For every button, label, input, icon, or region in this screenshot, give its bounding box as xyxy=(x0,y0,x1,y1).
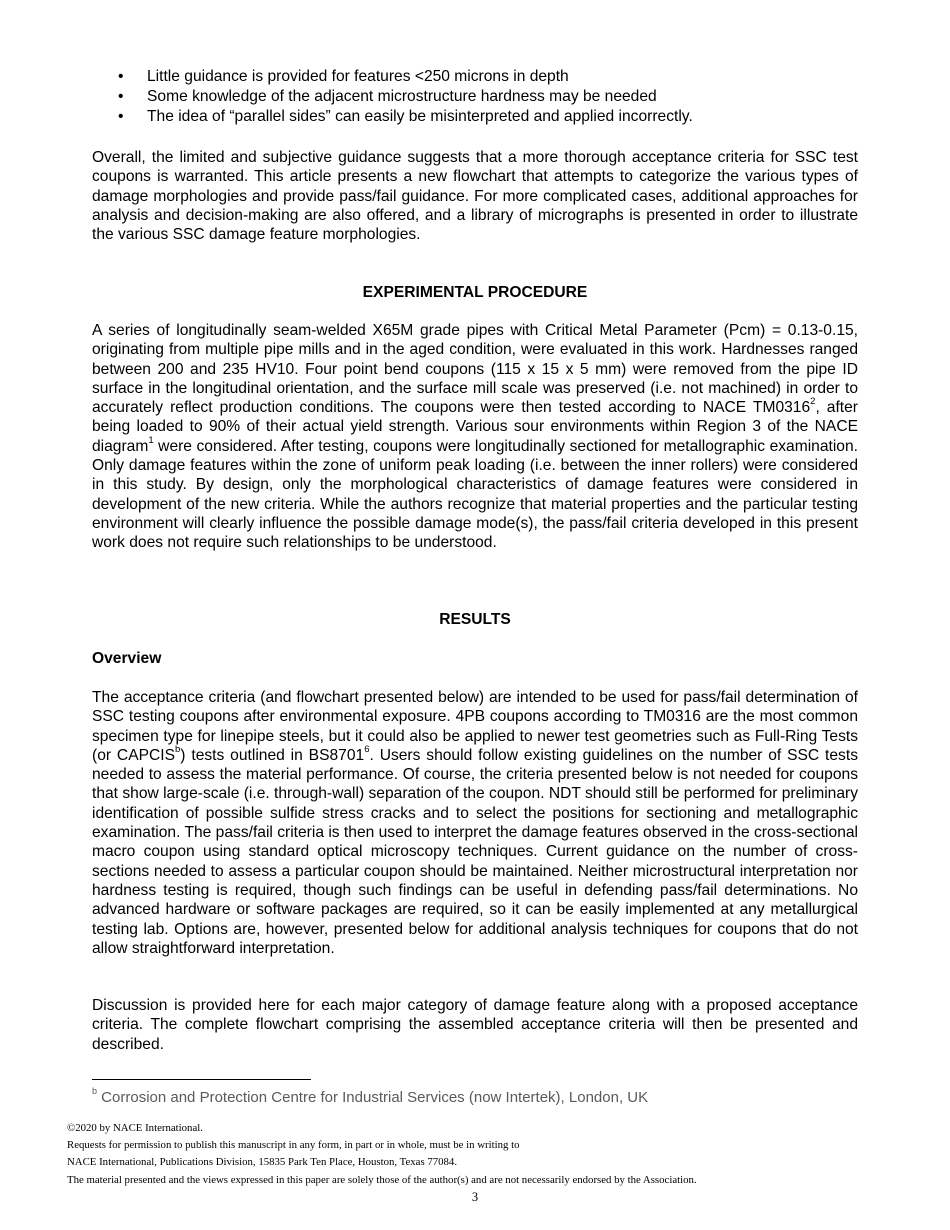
list-item: • Some knowledge of the adjacent microstructure hardness may be needed xyxy=(92,87,862,107)
overview-text-part-3: . Users should follow existing guidelines on the number of SSC tests needed to assess the material performance. Of course, the criteria presented below is not needed for coupons that show large-scale (i.e. through-wall) separation of the coupon. NDT should still be performed for preliminary identification of possible sulfide stress cracks and to select the positions for sectioning and metallographic examination. The pass/fail criteria is then used to interpret the damage features observed in the cross-sectional macro coupon using standard optical microscopy techniques. Current guidance on the number of cross-sections needed to assess a particular coupon should be maintained. Neither microstructural interpretation nor hardness testing is required, though such findings can be useful in defending pass/fail determinations. No advanced hardware or software packages are required, so it can be easily implemented at any metallurgical testing lab. Options are, however, presented below for additional analysis techniques for coupons that do not allow straightforward interpretation. xyxy=(92,746,858,957)
discussion-paragraph: Discussion is provided here for each major category of damage feature along with a proposed acceptance criteria. The complete flowchart comprising the assembled acceptance criteria will then be presented and described. xyxy=(92,997,858,1053)
subsection-heading-overview: Overview xyxy=(92,650,162,667)
experimental-text-part-3: were considered. After testing, coupons were longitudinally sectioned for metallographic examination. Only damage features within the zone of uniform peak loading (i.e. between the inner rollers) were considered in this study. By design, only the morphological characteristics of damage features were considered in development of the new criteria. While the authors recognize that material properties and the particular testing environment will clearly influence the possible damage mode(s), the pass/fail criteria developed in this present work does not require such relationships to be understood. xyxy=(92,437,858,552)
overview-paragraph xyxy=(92,688,858,958)
experimental-text-part-2: , after being loaded to 90% of their actual yield strength. Various sour environments within Region 3 of the NACE diagram xyxy=(92,399,859,455)
copyright-notice xyxy=(67,1120,697,1189)
page-number: 3 xyxy=(471,1190,479,1204)
section-heading-results: RESULTS xyxy=(439,611,511,628)
limitations-bullet-list xyxy=(92,67,862,127)
footnote-text: Corrosion and Protection Centre for Industrial Services (now Intertek), London, UK xyxy=(97,1089,649,1106)
address-line: NACE International, Publications Division, 15835 Park Ten Place, Houston, Texas 77084. xyxy=(67,1156,458,1169)
experimental-text-part-1: A series of longitudinally seam-welded X65M grade pipes with Critical Metal Parameter (Pcm) = 0.13-0.15, originating from multiple pipe mills and in the aged condition, were evaluated in this work. Hardnesses ranged between 200 and 235 HV10. Four point bend coupons (115 x 15 x 5 mm) were removed from the pipe ID surface in the longitudinal orientation, and the surface mill scale was preserved (i.e. not machined) in order to accurately reflect production conditions. The coupons were then tested according to NACE TM0316 xyxy=(92,322,858,417)
reference-superscript: 2 xyxy=(810,396,816,407)
list-item: • Little guidance is provided for features <250 microns in depth xyxy=(92,67,862,87)
reference-superscript: 6 xyxy=(364,743,370,755)
reference-superscript: 1 xyxy=(148,434,154,446)
footnote-divider xyxy=(92,1079,311,1080)
disclaimer-line: The material presented and the views expressed in this paper are solely those of the author(s) and are not necessarily endorsed by the Association. xyxy=(67,1173,697,1186)
permission-line: Requests for permission to publish this manuscript in any form, in part or in whole, must be in writing to xyxy=(67,1139,520,1152)
section-heading-experimental: EXPERIMENTAL PROCEDURE xyxy=(362,284,588,301)
experimental-paragraph xyxy=(92,321,858,553)
copyright-line: ©2020 by NACE International. xyxy=(67,1122,203,1134)
overview-text-part-1: The acceptance criteria (and flowchart presented below) are intended to be used for pass/fail determination of SSC testing coupons after environmental exposure. 4PB coupons according to TM0316 are the most common specimen type for linepipe steels, but it could also be applied to newer test geometries such as Full-Ring Tests (or CAPCIS xyxy=(92,689,858,764)
overview-text-part-2: ) tests outlined in BS8701 xyxy=(180,746,365,764)
footnote-marker: b xyxy=(92,1086,98,1096)
intro-paragraph: Overall, the limited and subjective guidance suggests that a more thorough acceptance criteria for SSC test coupons is warranted. This article presents a new flowchart that attempts to categorize the various types of damage morphologies and provide pass/fail guidance. For more complicated cases, additional approaches for analysis and decision-making are also offered, and a library of micrographs is presented in order to illustrate the various SSC damage feature morphologies. xyxy=(92,149,858,244)
footnote xyxy=(92,1086,649,1106)
footnote-superscript: b xyxy=(175,743,181,755)
list-item: • The idea of “parallel sides” can easily be misinterpreted and applied incorrectly. xyxy=(92,107,862,127)
